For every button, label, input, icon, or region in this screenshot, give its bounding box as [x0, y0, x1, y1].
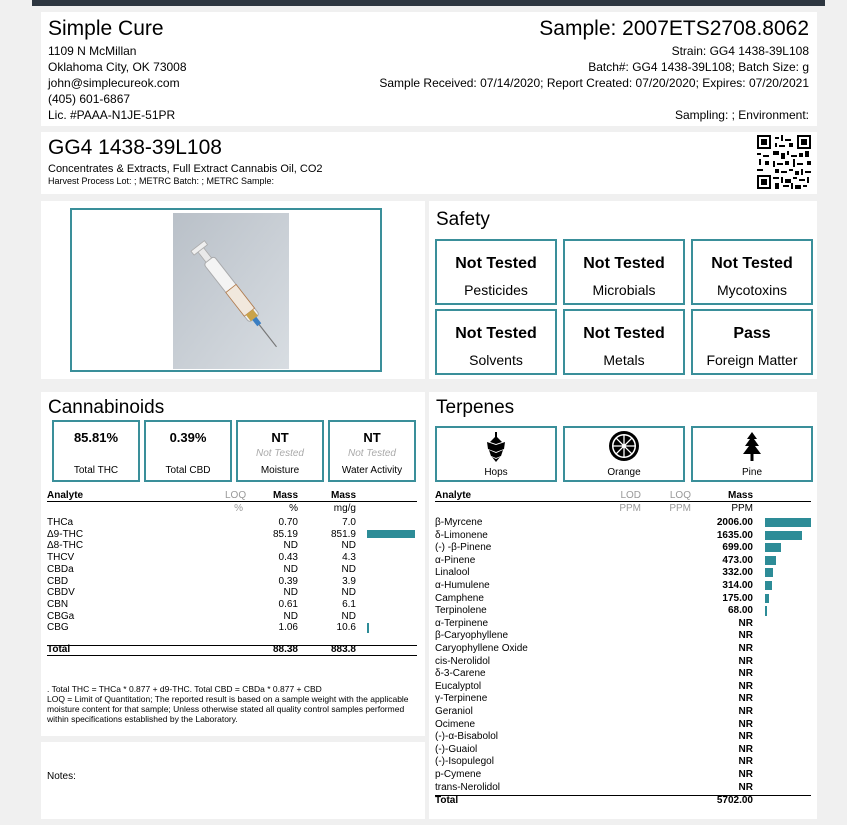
terpene-value: NR — [738, 680, 753, 692]
terpene-name: Camphene — [435, 592, 484, 604]
terpene-value: NR — [738, 655, 753, 667]
terp-total-rule — [435, 795, 811, 796]
cannabinoid-pct: 0.61 — [278, 598, 298, 610]
cannabinoid-pct: ND — [283, 587, 298, 599]
safety-title: Safety — [436, 209, 490, 230]
cannabinoid-name: CBN — [47, 598, 69, 610]
cann-note-loq: LOQ = Limit of Quantitation; The reported result is based on a sample weight with the applicable moisture content for that sample; Unless otherwise stated all quality control samples performed within specifications established by the Laboratory. — [47, 694, 409, 724]
summary-total-thc — [52, 420, 140, 482]
terp-unit-lod: PPM — [619, 503, 641, 514]
aroma-label: Hops — [484, 467, 508, 478]
safety-label: Metals — [603, 352, 645, 368]
orange-icon — [608, 430, 640, 462]
terpene-value: 68.00 — [727, 605, 753, 617]
terpene-bar — [765, 556, 776, 565]
terp-header-loq: LOQ — [669, 490, 691, 501]
cann-unit-mg: mg/g — [333, 503, 356, 514]
pine-icon — [741, 432, 763, 462]
lab-address-1: 1109 N McMillan — [48, 44, 137, 58]
cann-note-formula: . Total THC = THCa * 0.877 + d9-THC. Total CBD = CBDa * 0.877 + CBD — [47, 684, 322, 694]
terpene-value: 175.00 — [722, 592, 753, 604]
terpene-name: β-Caryophyllene — [435, 630, 509, 642]
cann-total-pct: 88.38 — [272, 644, 298, 655]
terpene-name: β-Myrcene — [435, 517, 483, 528]
aroma-label: Orange — [607, 467, 641, 478]
terp-header-analyte: Analyte — [435, 490, 472, 501]
cann-bottom-rule — [47, 655, 417, 656]
notes-label: Notes: — [47, 771, 76, 782]
lab-phone: (405) 601-6867 — [48, 92, 131, 106]
terpene-name: trans-Nerolidol — [435, 781, 501, 793]
cannabinoid-mg: 4.3 — [342, 552, 356, 564]
terpene-name: δ-3-Carene — [435, 668, 486, 680]
terpene-name: (-)-Guaiol — [435, 743, 478, 755]
summary-label: Total THC — [73, 465, 119, 476]
safety-result: Not Tested — [455, 255, 537, 272]
lab-name: Simple Cure — [48, 17, 164, 40]
cann-unit-pct: % — [289, 503, 298, 514]
sample-dates: Sample Received: 07/14/2020; Report Created: 07/20/2020; Expires: 07/20/2021 — [379, 76, 809, 90]
terpene-value: NR — [738, 731, 753, 743]
cannabinoid-mg: 6.1 — [342, 598, 356, 610]
cann-header-rule — [47, 501, 417, 502]
sample-batch: Batch#: GG4 1438-39L108; Batch Size: g — [588, 60, 809, 74]
summary-moisture — [236, 420, 324, 482]
safety-result: Not Tested — [583, 325, 665, 342]
terpene-name: δ-Limonene — [435, 529, 488, 541]
cannabinoid-mg: 10.6 — [336, 622, 356, 634]
cannabinoid-name: CBG — [47, 622, 69, 634]
terpene-value: NR — [738, 643, 753, 654]
cannabinoid-bar — [367, 623, 369, 633]
safety-result: Not Tested — [711, 255, 793, 272]
summary-value: NT — [363, 430, 381, 445]
terpene-name: α-Humulene — [435, 580, 490, 591]
cannabinoids-title: Cannabinoids — [48, 397, 165, 418]
terpene-name: Linalool — [435, 567, 470, 579]
cann-header-loq: LOQ — [225, 490, 247, 501]
aroma-orange — [563, 426, 685, 482]
terpene-value: NR — [738, 743, 753, 755]
safety-result: Not Tested — [455, 325, 537, 342]
terpene-value: 699.00 — [722, 542, 753, 554]
terpene-value: NR — [738, 769, 753, 780]
terpene-name: Geraniol — [435, 706, 473, 717]
terp-total-value: 5702.00 — [716, 795, 753, 806]
notes-panel — [41, 742, 425, 819]
safety-result: Pass — [733, 325, 771, 342]
terpene-value: 1635.00 — [716, 529, 753, 541]
cannabinoid-mg: 7.0 — [342, 517, 356, 528]
cann-header-mass-pct: Mass — [272, 490, 298, 501]
cannabinoid-mg: 3.9 — [342, 575, 356, 587]
summary-value: NT — [271, 430, 289, 445]
cannabinoid-name: Δ8-THC — [47, 540, 84, 552]
summary-label: Moisture — [260, 465, 300, 476]
terp-header-lod: LOD — [620, 490, 641, 501]
terpene-name: Caryophyllene Oxide — [435, 643, 528, 654]
terp-header-mass: Mass — [727, 490, 753, 501]
safety-test-metals — [563, 309, 685, 375]
cannabinoid-name: CBDV — [47, 587, 75, 599]
terpene-name: Ocimene — [435, 718, 476, 730]
qr-code-icon — [757, 135, 811, 189]
terpene-name: γ-Terpinene — [435, 693, 488, 705]
terpene-name: Terpinolene — [435, 605, 487, 617]
terpene-name: p-Cymene — [435, 769, 482, 780]
safety-test-solvents — [435, 309, 557, 375]
cannabinoid-pct: 0.70 — [278, 517, 298, 528]
cannabinoid-pct: ND — [283, 563, 298, 575]
cannabinoid-pct: ND — [283, 540, 298, 552]
product-panel — [41, 132, 817, 194]
terp-header-rule — [435, 501, 811, 502]
sample-image-panel — [41, 201, 425, 379]
sample-photo — [173, 213, 289, 369]
sample-title: Sample: 2007ETS2708.8062 — [539, 17, 809, 40]
cann-total-rule — [47, 645, 417, 646]
terpene-name: cis-Nerolidol — [435, 655, 491, 667]
terpene-name: (-)-Isopulegol — [435, 756, 494, 768]
terp-unit-mass: PPM — [731, 503, 753, 514]
terpene-bar — [765, 606, 767, 616]
terp-total-label: Total — [435, 795, 459, 806]
safety-label: Pesticides — [464, 282, 528, 298]
terpene-value: NR — [738, 617, 753, 629]
aroma-label: Pine — [741, 467, 762, 478]
cannabinoid-mg: 851.9 — [330, 528, 356, 540]
terpene-name: α-Pinene — [435, 554, 476, 566]
cannabinoid-pct: 0.39 — [278, 575, 298, 587]
safety-label: Mycotoxins — [716, 282, 788, 298]
hops-icon — [484, 432, 508, 462]
terpenes-panel — [429, 392, 817, 819]
cannabinoid-mg: ND — [341, 563, 356, 575]
summary-value: 0.39% — [169, 430, 207, 445]
cannabinoid-name: THCa — [47, 517, 74, 528]
cann-total-mg: 883.8 — [330, 644, 356, 655]
summary-label: Water Activity — [341, 465, 403, 476]
cannabinoid-pct: 1.06 — [278, 622, 298, 634]
header-panel — [41, 12, 817, 126]
terpene-value: NR — [738, 693, 753, 705]
terpenes-title: Terpenes — [436, 397, 515, 418]
cannabinoid-mg: ND — [341, 540, 356, 552]
summary-water-activity — [328, 420, 416, 482]
lab-license: Lic. #PAAA-N1JE-51PR — [48, 108, 176, 122]
summary-sub: Not Tested — [348, 448, 396, 459]
terpene-bar — [765, 543, 781, 552]
cann-header-analyte: Analyte — [47, 490, 84, 501]
terpene-name: α-Terpinene — [435, 617, 489, 629]
cannabinoid-pct: ND — [283, 610, 298, 622]
cannabinoid-name: THCV — [47, 552, 75, 564]
terpene-bar — [765, 581, 772, 590]
terpene-value: NR — [738, 706, 753, 717]
terpene-value: NR — [738, 756, 753, 768]
terpene-value: NR — [738, 630, 753, 642]
cannabinoid-name: CBGa — [47, 610, 75, 622]
terpene-value: 332.00 — [722, 567, 753, 579]
lab-email: john@simplecureok.com — [48, 76, 180, 90]
cannabinoid-name: CBD — [47, 575, 69, 587]
terpene-value: NR — [738, 668, 753, 680]
terpene-bar — [765, 518, 811, 527]
product-name: GG4 1438-39L108 — [48, 136, 222, 159]
cannabinoid-pct: 0.43 — [278, 552, 298, 564]
terpene-value: NR — [738, 718, 753, 730]
safety-test-mycotoxins — [691, 239, 813, 305]
summary-total-cbd — [144, 420, 232, 482]
aroma-pine — [691, 426, 813, 482]
cannabinoid-name: Δ9-THC — [47, 528, 84, 540]
safety-test-pesticides — [435, 239, 557, 305]
top-bar — [32, 0, 825, 6]
cannabinoids-panel — [41, 392, 425, 736]
lab-address-2: Oklahoma City, OK 73008 — [48, 60, 187, 74]
terpene-value: NR — [738, 781, 753, 793]
summary-label: Total CBD — [165, 465, 211, 476]
terpene-bar — [765, 568, 773, 577]
cannabinoid-mg: ND — [341, 610, 356, 622]
product-lots: Harvest Process Lot: ; METRC Batch: ; METRC Sample: — [48, 176, 275, 186]
terpene-name: Eucalyptol — [435, 680, 482, 692]
terpene-value: 473.00 — [722, 554, 753, 566]
safety-result: Not Tested — [583, 255, 665, 272]
safety-label: Microbials — [592, 282, 656, 298]
cann-unit-loq: % — [234, 503, 243, 514]
safety-test-microbials — [563, 239, 685, 305]
cannabinoid-mg: ND — [341, 587, 356, 599]
terpene-value: 2006.00 — [716, 517, 753, 528]
safety-panel — [429, 201, 817, 379]
summary-value: 85.81% — [73, 430, 119, 445]
terpene-value: 314.00 — [722, 580, 753, 591]
cann-header-mass-mg: Mass — [330, 490, 356, 501]
sample-sampling: Sampling: ; Environment: — [674, 108, 809, 122]
cannabinoid-bar — [367, 530, 415, 538]
cannabinoid-pct: 85.19 — [272, 528, 298, 540]
product-category: Concentrates & Extracts, Full Extract Cannabis Oil, CO2 — [48, 163, 323, 175]
cannabinoid-name: CBDa — [47, 563, 74, 575]
safety-test-foreign-matter — [691, 309, 813, 375]
terpene-name: (-)-α-Bisabolol — [435, 731, 499, 743]
safety-label: Solvents — [469, 352, 523, 368]
sample-image-frame — [70, 208, 382, 372]
sample-strain: Strain: GG4 1438-39L108 — [671, 44, 809, 58]
safety-label: Foreign Matter — [706, 352, 798, 368]
terpene-bar — [765, 531, 802, 540]
terpene-bar — [765, 594, 769, 603]
cann-total-label: Total — [47, 644, 71, 655]
summary-sub: Not Tested — [256, 448, 304, 459]
aroma-hops — [435, 426, 557, 482]
terp-unit-loq: PPM — [669, 503, 691, 514]
terpene-name: (-) -β-Pinene — [435, 542, 492, 554]
